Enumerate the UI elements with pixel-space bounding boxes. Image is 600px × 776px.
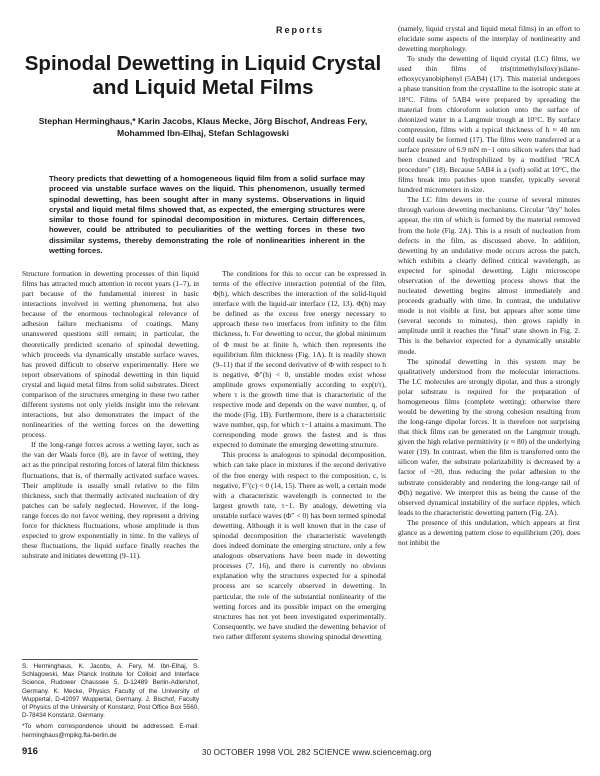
correspondence-footnote: *To whom correspondence should be addressed. E-mail: herminghaus@mpikg.fta-berlin.de (22, 723, 199, 739)
page-footer (22, 746, 578, 760)
section-label: Reports (275, 25, 324, 35)
abstract: Theory predicts that dewetting of a homogeneous liquid film from a solid surface may proceed via unstable surface waves on the liquid. This phenomenon, usually termed spinodal dewetting, has been sought after in many systems. Observations in liquid crystal and liquid metal films showed that, as expected, the emerging structures were similar to those found for spinodal decomposition in mixtures. Certain differences, however, could be attributed to peculiarities of the wetting forces in these two dissimilar systems, thereby demonstrating the role of nonlinearities inherent in the wetting forces. (49, 174, 365, 256)
footnote-divider (22, 659, 198, 660)
body-column-1 (22, 269, 199, 654)
body-column-2 (213, 269, 386, 736)
body-paragraph: To study the dewetting of liquid crystal (LC) films, we used thin films of tris(trimethylsiloxy)silane-ethoxycyanobiphenyl (5AB4) (17). This material undergoes a phase transition from the crystalline to the isotropic state at 18°C. Films of 5AB4 were prepared by spreading the material from chloroform solution onto the surface of deionized water in a Langmuir trough at 10°C. By surface compression, films with a typical thickness of h ≈ 40 nm could easily be formed (17). The films were transferred at a surface pressure of 6.9 mN m−1 onto silicon wafers that had been cleaned and hydrophilized by a modified "RCA procedure" (18). Because 5AB4 is a (soft) solid at 10°C, the films break into patches upon transfer, typically several hundred micrometers in size. (398, 54, 580, 195)
body-paragraph: This process is analogous to spinodal decomposition, which can take place in mixtures if the second derivative of the free energy with respect to the composition, c, is negative, F″(c) < 0 (14, 15). There as well, a certain mode with a characteristic wavelength is connected to the largest growth rate, τ−1. By analogy, dewetting via unstable surface waves (Φ″ < 0) has been termed spinodal dewetting. Although it is well known that in the case of spinodal decomposition the characteristic wavelength does indeed dominate the emerging structure, only a few analogous observations have been made in dewetting processes (7, 16), and there is currently no obvious explanation why the structures expected for a spinodal process are so scarcely observed in dewetting. In particular, the role of the substantial nonlinearity of the wetting forces and its possible impact on the emerging structures has not yet been investigated experimentally. Consequently, we have studied the dewetting behavior of two rather different systems showing spinodal dewetting (213, 450, 386, 641)
author-list: Stephan Herminghaus,* Karin Jacobs, Klaus Mecke, Jörg Bischof, Andreas Fery, Mohammed Ibn-Elhaj, Stefan Schlagowski (38, 116, 368, 138)
body-column-3 (398, 24, 580, 734)
article-title: Spinodal Dewetting in Liquid Crystal and Liquid Metal Films (24, 52, 382, 99)
affiliation-footnote: S. Herminghaus, K. Jacobs, A. Fery, M. Ibn-Elhaj, S. Schlagowski, Max Planck Institute for Colloid and Interface Science, Rudower Chaussee 5, D-12489 Berlin-Adlershof, Germany. K. Mecke, Physics Faculty of the University of Wuppertal, D-42097 Wuppertal, Germany. J. Bischof, Faculty of Physics of the University of Konstanz, Post Office Box 5560, D-78434 Konstanz, Germany. (22, 663, 199, 720)
body-paragraph: The conditions for this to occur can be expressed in terms of the effective interaction potential of the film, Φ(h), which describes the interaction of the solid-liquid interface with the liquid-air interface (12, 13). Φ(h) may be defined as the excess free energy necessary to approach these two interfaces from infinity to the film thickness, h. For dewetting to occur, the global minimum of Φ must be at finite h, which then represents the equilibrium film thickness (Fig. 1A). It is readily shown (9–11) that if the second derivative of Φ with respect to h is negative, Φ″(h) < 0, unstable modes exist whose amplitude grows exponentially according to exp(t/τ), where τ is the growth time that is characteristic of the respective mode and depends on the wave number, q, of the mode (Fig. 1B). Furthermore, there is a characteristic wave number, qsp, for which τ−1 attains a maximum. The corresponding mode grows the fastest and is thus expected to dominate the emerging dewetting structure. (213, 269, 386, 450)
footnotes (22, 663, 199, 743)
body-paragraph: The presence of this undulation, which appears at first glance as a dewetting pattern close to equilibrium (20), does not inhibit the (398, 517, 580, 547)
footer-journal-line: 30 OCTOBER 1998 VOL 282 SCIENCE www.sciencemag.org (202, 748, 432, 757)
body-paragraph: If the long-range forces across a wetting layer, such as the van der Waals force (8), are in favor of wetting, they act as the principal restoring forces of lateral film thickness fluctuations, that is, of thermally activated surface waves. Their amplitude is usually small relative to the film thickness, such that thermally activated nucleation of dry patches can be safely neglected. However, if the long-range forces do not favor wetting, they represent a driving force for thickness fluctuations, whose amplitude is thus expected to grow exponentially in time. In the valleys of these fluctuations, the liquid surface finally reaches the substrate and initiates dewetting (9–11). (22, 440, 199, 561)
body-paragraph: The spinodal dewetting in this system may be qualitatively understood from the molecular interactions. The LC molecules are strongly dipolar, and thus a strongly polar substrate is required for the preparation of homogeneous films (complete wetting); otherwise there would be dewetting by the strong cohesion resulting from the long-range dipolar forces. It is therefore not surprising that thick films can be generated on the Langmuir trough, given the high relative permittivity (ε ≈ 80) of the underlying water (19). In contrast, when the film is transferred onto the silicon wafer, the substrate polarizability is decreased by a factor of ~20, thus reducing the polar adhesion to the substrate considerably and rendering the long-range tail of Φ(h) negative. We interpret this as being the cause of the observed dynamical instability of the surface ripples, which leads to the characteristic dewetting pattern (Fig. 2A). (398, 356, 580, 517)
page-number: 916 (22, 746, 38, 757)
body-paragraph: Structure formation in dewetting processes of thin liquid films has attracted much attention in recent years (1–7), in part because of the fundamental interest in basic interactions involved in wetting phenomena, but also because of the enormous technological relevance of adhesion failure mechanisms of coatings. Many unanswered questions still remain; in particular, the theoretically predicted scenario of spinodal dewetting, which proceeds via dynamically unstable surface waves, has proved difficult to observe experimentally. Here we report observations of spinodal dewetting in thin liquid crystal and liquid metal films from solid substrates. Direct comparison of the structures emerging in these two rather different systems not only yields insight into the relevant interactions, but also demonstrates the impact of the nonlinearities of the wetting forces on the dewetting process. (22, 269, 199, 440)
body-paragraph: The LC film dewets in the course of several minutes through various dewetting mechanisms. Circular "dry" holes appear, the rim of which is formed by the material removed from the hole (Fig. 2A). This is a result of nucleation from defects in the film, as discussed above. In addition, dewetting by an undulative mode occurs across the patch, which exhibits a clearly defined critical wavelength, as expected for spinodal dewetting. Light microscope observation of the dewetting process shows that the nucleated dewetting begins almost immediately and proceeds gradually with time. In contrast, the undulative mode is not visible at first, but appears after some time (several seconds to minutes), then grows rapidly in amplitude until it reaches the "final" state shown in Fig. 2. This is the behavior expected for a dynamically unstable mode. (398, 195, 580, 356)
body-paragraph: (namely, liquid crystal and liquid metal films) in an effort to elucidate some aspects of the interplay of nonlinearity and dewetting morphology. (398, 24, 580, 54)
